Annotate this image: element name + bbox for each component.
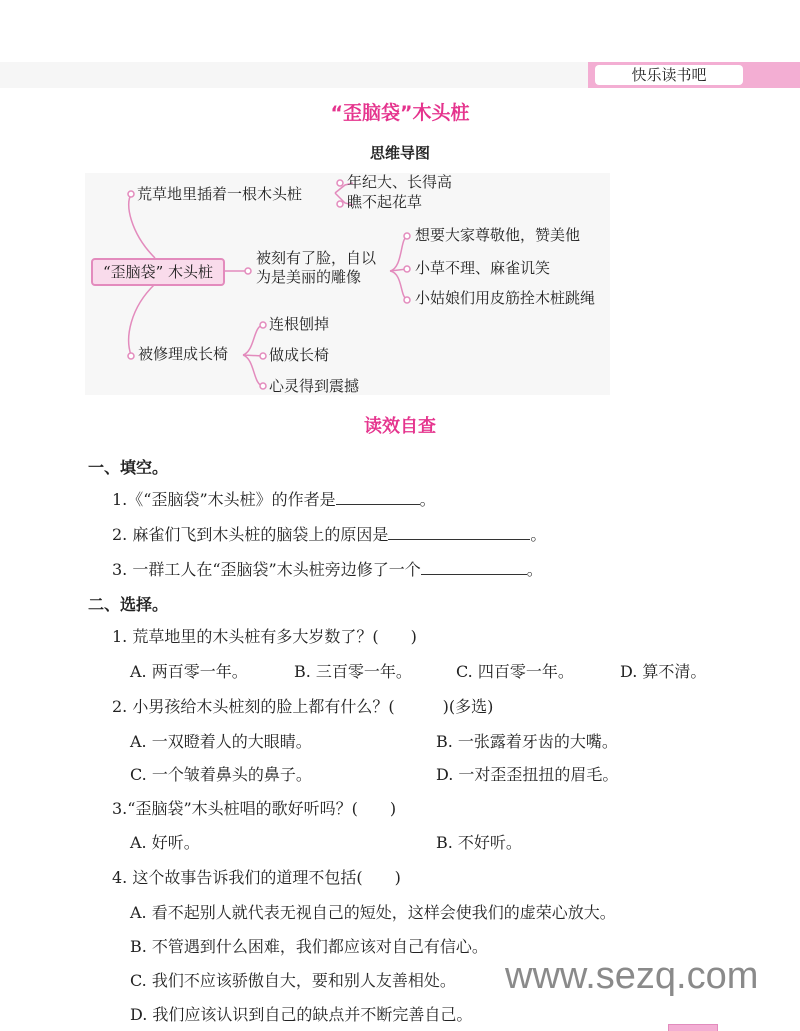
page-title: “歪脑袋”木头桩 [330, 102, 470, 124]
branch-2-child: 小姑娘们用皮筋拴木桩跳绳 [415, 289, 596, 307]
option[interactable]: C. 一个皱着鼻头的鼻子。 [130, 765, 312, 784]
option[interactable]: A. 一双瞪着人的大眼睛。 [130, 732, 312, 751]
choice-question-1: 1. 荒草地里的木头桩有多大岁数了？( ) [112, 627, 417, 646]
watermark: www.sezq.com [505, 955, 759, 997]
choice-question-2: 2. 小男孩给木头桩刻的脸上都有什么？( )(多选) [112, 697, 494, 716]
branch-1-child: 瞧不起花草 [347, 193, 423, 211]
option[interactable]: A. 两百零一年。 [130, 662, 248, 681]
choice-section-title: 二、选择。 [88, 595, 169, 614]
answer-blank[interactable] [388, 525, 530, 540]
branch-1-child: 年纪大、长得高 [347, 173, 453, 191]
branch-2-child: 小草不理、麻雀讥笑 [415, 259, 551, 277]
page-corner-decoration [668, 1024, 718, 1031]
answer-blank[interactable] [336, 490, 420, 505]
fill-question-1: 1.《“歪脑袋”木头桩》的作者是 。 [112, 490, 436, 509]
branch-2-line: 被刻有了脸，自以 [256, 249, 377, 267]
option[interactable]: B. 不管遇到什么困难，我们都应该对自己有信心。 [130, 937, 488, 956]
branch-2-child: 想要大家尊敬他，赞美他 [415, 226, 581, 244]
branch-3-child: 做成长椅 [269, 346, 330, 364]
option[interactable]: D. 我们应该认识到自己的缺点并不断完善自己。 [130, 1005, 473, 1024]
option[interactable]: B. 不好听。 [436, 833, 522, 852]
mindmap-root: “歪脑袋” 木头桩 [91, 258, 225, 286]
mindmap-heading: 思维导图 [369, 144, 430, 162]
option[interactable]: C. 四百零一年。 [456, 662, 574, 681]
fill-question-3: 3. 一群工人在“歪脑袋”木头桩旁边修了一个 。 [112, 560, 543, 579]
branch-1: 荒草地里插着一根木头桩 [137, 185, 303, 203]
option[interactable]: B. 一张露着牙齿的大嘴。 [436, 732, 618, 751]
fill-question-2: 2. 麻雀们飞到木头桩的脑袋上的原因是 。 [112, 525, 547, 544]
fill-section-title: 一、填空。 [88, 458, 169, 477]
quiz-heading: 读效自查 [364, 416, 436, 437]
branch-3-child: 心灵得到震撼 [269, 377, 360, 395]
option[interactable]: A. 好听。 [130, 833, 200, 852]
answer-blank[interactable] [421, 560, 527, 575]
option[interactable]: B. 三百零一年。 [294, 662, 412, 681]
branch-3: 被修理成长椅 [138, 345, 229, 363]
branch-3-child: 连根刨掉 [269, 315, 330, 333]
option[interactable]: A. 看不起别人就代表无视自己的短处，这样会使我们的虚荣心放大。 [130, 903, 616, 922]
option[interactable]: D. 算不清。 [620, 662, 707, 681]
option[interactable]: C. 我们不应该骄傲自大，要和别人友善相处。 [130, 971, 456, 990]
branch-2-line: 为是美丽的雕像 [256, 268, 362, 286]
choice-question-3: 3.“歪脑袋”木头桩唱的歌好听吗？( ) [112, 799, 397, 818]
option[interactable]: D. 一对歪歪扭扭的眉毛。 [436, 765, 619, 784]
mind-map [85, 173, 610, 395]
choice-question-4: 4. 这个故事告诉我们的道理不包括( ) [112, 868, 401, 887]
section-tag: 快乐读书吧 [595, 65, 743, 85]
